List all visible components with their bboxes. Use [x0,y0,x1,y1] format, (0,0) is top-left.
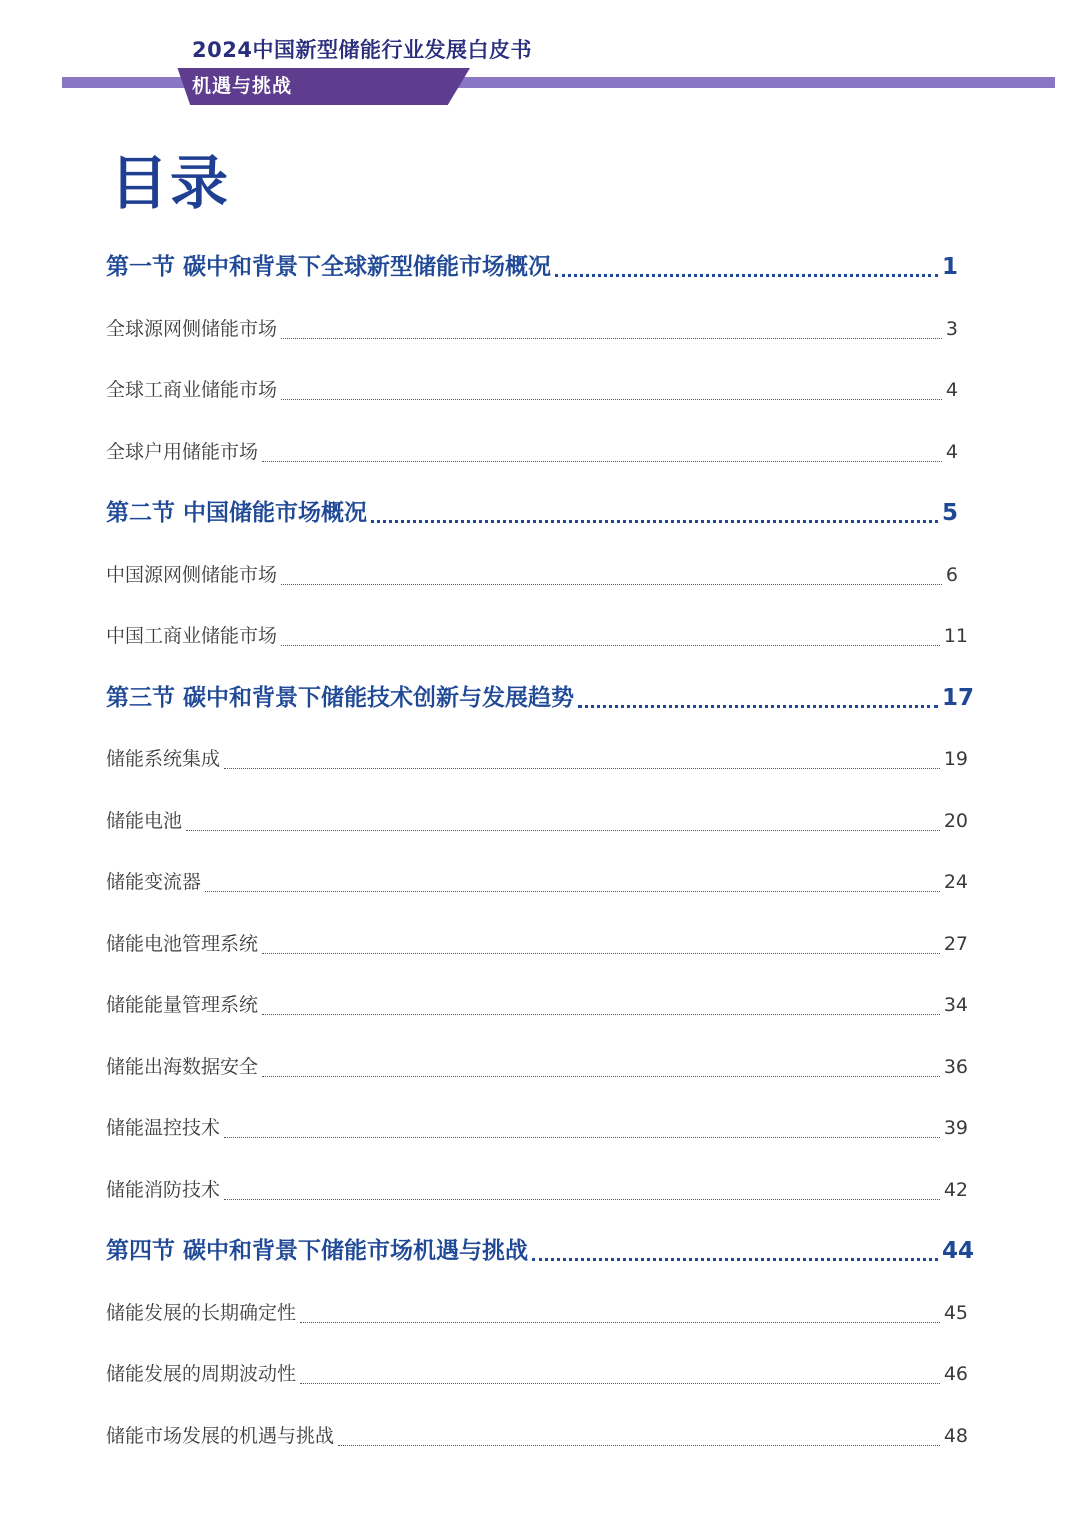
toc-item[interactable] [106,1358,968,1390]
report-subtitle: 机遇与挑战 [192,75,293,97]
leader-dots [262,1014,940,1015]
toc-item[interactable] [106,374,958,406]
toc-page-number: 39 [943,1117,968,1139]
toc-page-number: 19 [943,748,968,770]
leader-dots [262,461,942,462]
toc-section-1[interactable] [106,251,958,283]
toc-label: 全球户用储能市场 [106,441,259,463]
toc-label: 第二节 中国储能市场概况 [106,500,368,526]
toc-label: 储能发展的长期确定性 [106,1302,297,1324]
toc-label: 储能出海数据安全 [106,1056,259,1078]
toc-page-number: 20 [943,810,968,832]
toc-page-number: 6 [945,564,958,586]
toc-label: 储能消防技术 [106,1179,221,1201]
leader-dots [224,1199,940,1200]
leader-dots [532,1258,938,1261]
toc-label: 储能电池 [106,810,183,832]
leader-dots [281,399,942,400]
leader-dots [578,705,938,708]
toc-label: 储能能量管理系统 [106,994,259,1016]
toc-page-number: 48 [943,1425,968,1447]
toc-label: 第一节 碳中和背景下全球新型储能市场概况 [106,254,552,280]
toc-item[interactable] [106,1297,968,1329]
leader-dots [262,1076,940,1077]
toc-page-number: 24 [943,871,968,893]
leader-dots [371,520,938,523]
toc-page-number: 36 [943,1056,968,1078]
leader-dots [555,274,938,277]
toc-page-number: 34 [943,994,968,1016]
toc-page-number: 11 [943,625,968,647]
toc-item[interactable] [106,436,958,468]
leader-dots [224,1137,940,1138]
leader-dots [281,645,940,646]
toc-label: 第四节 碳中和背景下储能市场机遇与挑战 [106,1238,529,1264]
toc-label: 储能温控技术 [106,1117,221,1139]
toc-item[interactable] [106,1112,968,1144]
toc-page-number: 42 [943,1179,968,1201]
leader-dots [224,768,940,769]
toc-label: 储能电池管理系统 [106,933,259,955]
toc-item[interactable] [106,805,968,837]
toc-label: 全球工商业储能市场 [106,379,278,401]
toc-page-number: 17 [941,685,974,711]
toc-page-number: 46 [943,1363,968,1385]
toc-page-number: 44 [941,1238,974,1264]
leader-dots [262,953,940,954]
toc-label: 储能变流器 [106,871,202,893]
toc-label: 中国工商业储能市场 [106,625,278,647]
toc-section-2[interactable] [106,497,958,529]
toc-item[interactable] [106,620,968,652]
leader-dots [281,338,942,339]
toc-page-number: 5 [941,500,958,526]
leader-dots [300,1322,940,1323]
toc-item[interactable] [106,313,958,345]
toc-item[interactable] [106,989,968,1021]
toc-item[interactable] [106,1174,968,1206]
toc-item[interactable] [106,928,968,960]
toc-label: 储能市场发展的机遇与挑战 [106,1425,335,1447]
report-title: 2024中国新型储能行业发展白皮书 [192,38,532,62]
toc-page-number: 1 [941,254,958,280]
leader-dots [338,1445,940,1446]
toc-page-number: 27 [943,933,968,955]
toc-item[interactable] [106,1420,968,1452]
toc-label: 第三节 碳中和背景下储能技术创新与发展趋势 [106,685,575,711]
toc-section-4[interactable] [106,1235,974,1267]
leader-dots [205,891,940,892]
toc-page-number: 4 [945,379,958,401]
toc-page-number: 45 [943,1302,968,1324]
toc-label: 中国源网侧储能市场 [106,564,278,586]
toc-page-number: 4 [945,441,958,463]
toc-item[interactable] [106,1051,968,1083]
toc-label: 储能发展的周期波动性 [106,1363,297,1385]
leader-dots [186,830,940,831]
toc-page-number: 3 [945,318,958,340]
toc-title: 目录 [110,149,231,217]
toc-label: 全球源网侧储能市场 [106,318,278,340]
toc-section-3[interactable] [106,682,974,714]
toc-item[interactable] [106,559,958,591]
leader-dots [281,584,942,585]
leader-dots [300,1383,940,1384]
toc-item[interactable] [106,866,968,898]
toc-label: 储能系统集成 [106,748,221,770]
toc-item[interactable] [106,743,968,775]
